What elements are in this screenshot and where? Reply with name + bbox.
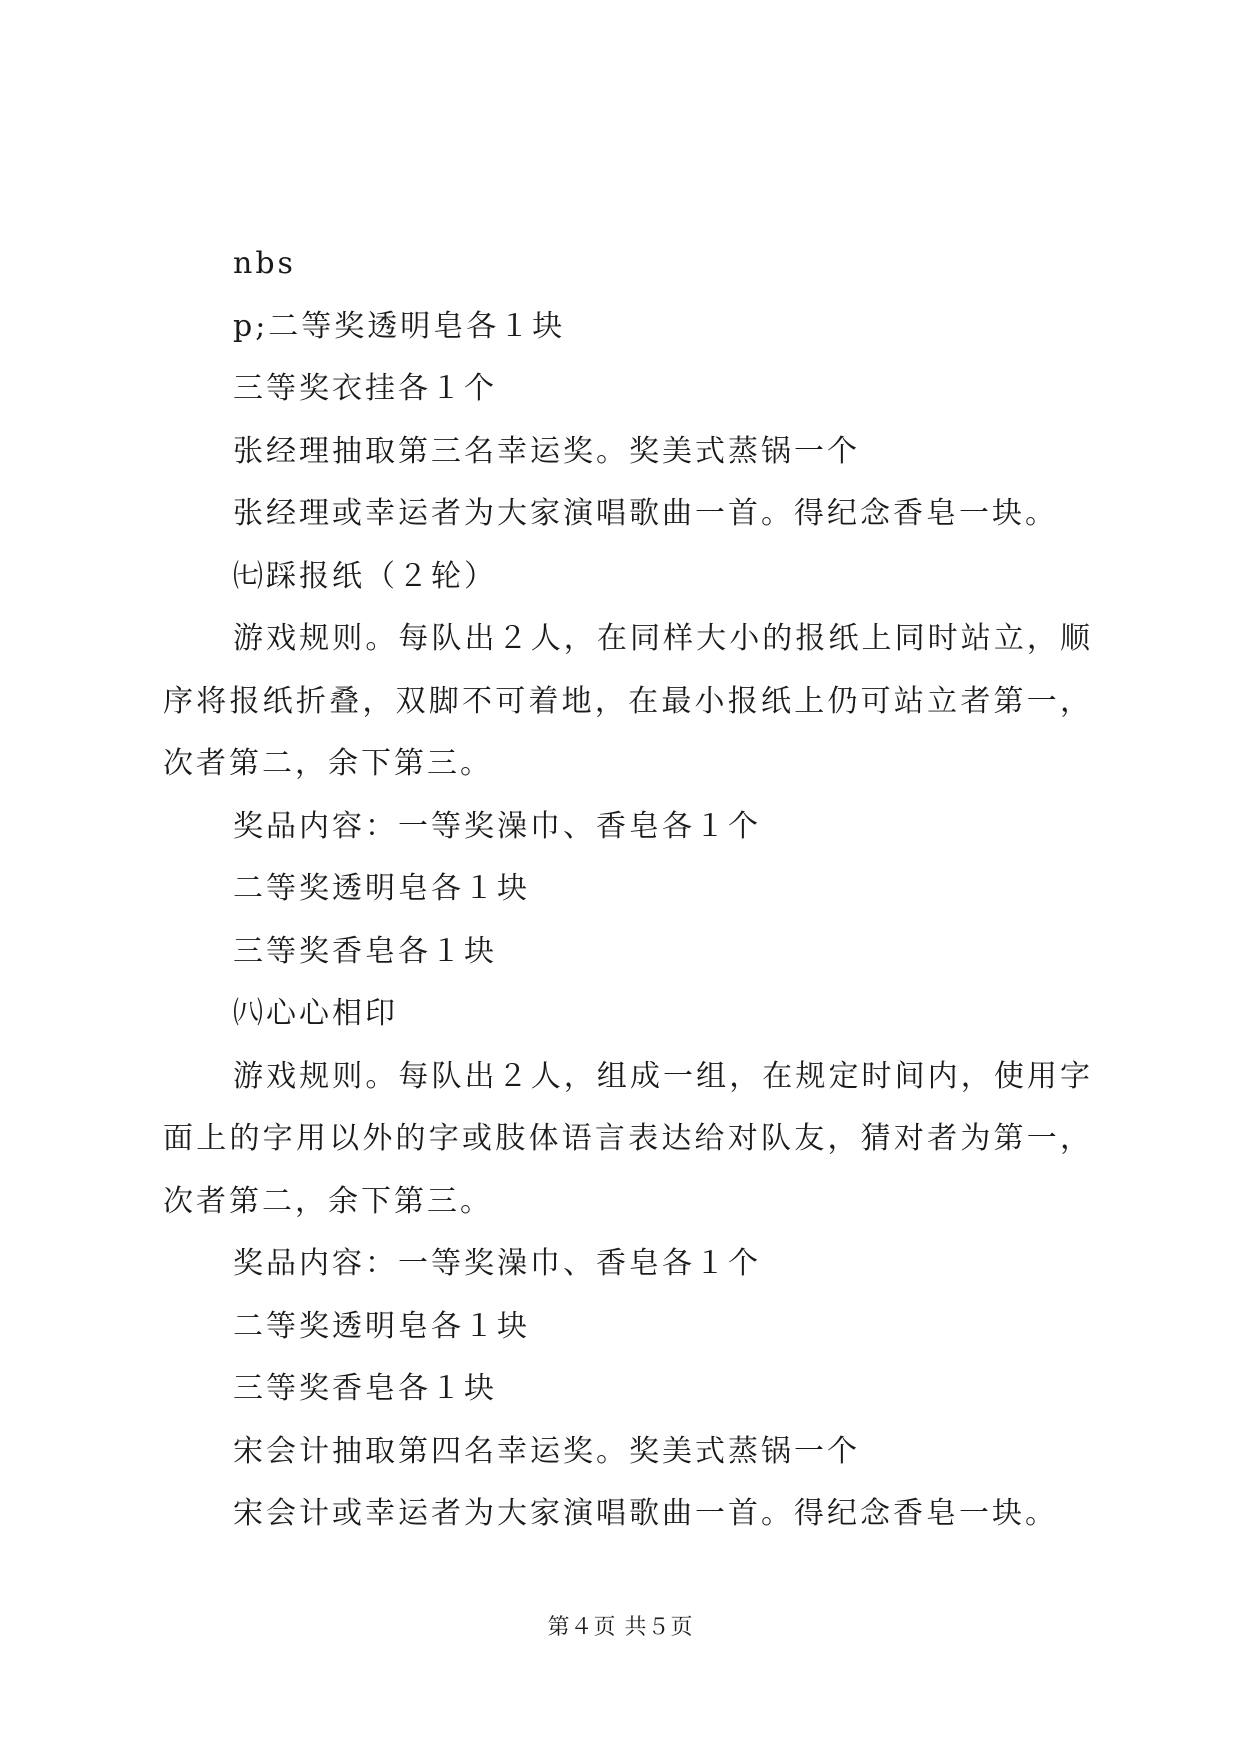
- page-number-footer: 第４页 共５页: [547, 1615, 694, 1640]
- text-line: 二等奖透明皂各１块: [233, 1308, 530, 1344]
- text-line: 宋会计或幸运者为大家演唱歌曲一首。得纪念香皂一块。: [233, 1496, 1058, 1531]
- text-line: 张经理或幸运者为大家演唱歌曲一首。得纪念香皂一块。: [233, 496, 1058, 531]
- text-line: 三等奖香皂各１块: [233, 933, 497, 969]
- section-heading: ㈧心心相印: [233, 996, 398, 1031]
- text-line: 三等奖香皂各１块: [233, 1371, 497, 1406]
- section-heading: ㈦踩报纸（２轮）: [233, 558, 497, 594]
- rules-paragraph: 游戏规则。每队出２人，在同样大小的报纸上同时站立，顺序将报纸折叠，双脚不可着地，在最小报纸上仍可站立者第一，次者第二，余下第三。: [163, 621, 1093, 781]
- text-line: 张经理抽取第三名幸运奖。奖美式蒸锅一个: [233, 433, 860, 469]
- rules-paragraph: 游戏规则。每队出２人，组成一组，在规定时间内，使用字面上的字用以外的字或肢体语言表达给对队友，猜对者为第一，次者第二，余下第三。: [163, 1058, 1093, 1219]
- text-line: 宋会计抽取第四名幸运奖。奖美式蒸锅一个: [233, 1433, 860, 1469]
- text-line: 三等奖衣挂各１个: [233, 371, 497, 406]
- text-line: 奖品内容：一等奖澡巾、香皂各１个: [233, 1246, 761, 1281]
- text-line: 二等奖透明皂各１块: [233, 871, 530, 906]
- text-line: p;二等奖透明皂各１块: [233, 308, 566, 344]
- text-line: nbs: [233, 246, 296, 281]
- text-line: 奖品内容：一等奖澡巾、香皂各１个: [233, 808, 761, 844]
- document-body: [163, 233, 1093, 1546]
